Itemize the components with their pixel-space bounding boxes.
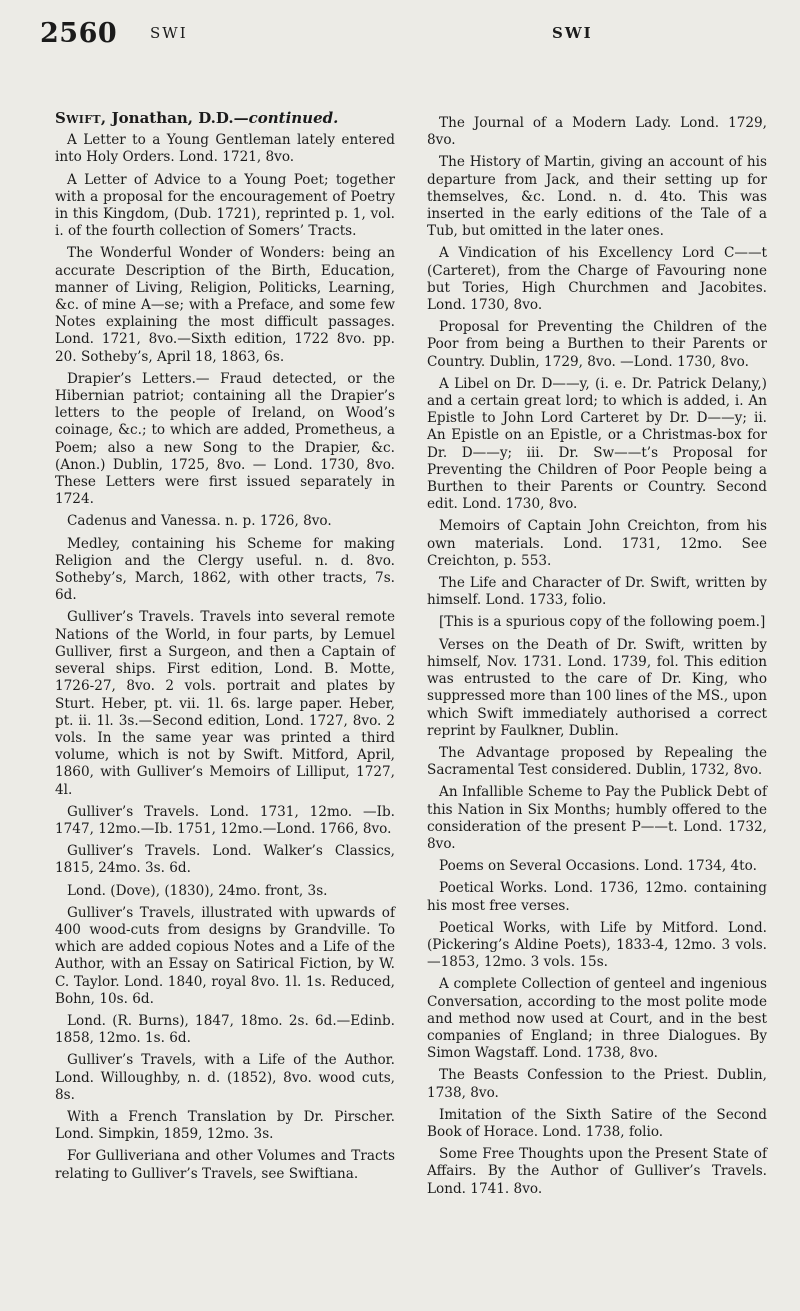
catalog-entry: The Journal of a Modern Lady. Lond. 1729, 8vo. xyxy=(427,115,767,149)
catalog-entry: A complete Collection of genteel and ingenious Conversation, according to the most polite mode and method now used at Court, and in the best companies of England; in three Dialogues. By Simon Wagstaff. Lond. 1738, 8vo. xyxy=(427,976,767,1062)
guide-word-left: SWI xyxy=(150,24,188,42)
catalog-entry: Imitation of the Sixth Satire of the Second Book of Horace. Lond. 1738, folio. xyxy=(427,1106,767,1140)
catalog-entry: Lond. (R. Burns), 1847, 18mo. 2s. 6d.—Edinb. 1858, 12mo. 1s. 6d. xyxy=(55,1012,395,1047)
catalog-entry: The Life and Character of Dr. Swift, written by himself. Lond. 1733, folio. xyxy=(427,575,767,609)
catalog-entry: Gulliver’s Travels. Travels into several remote Nations of the World, in four parts, by Lemuel Gulliver, first a Surgeon, and then a Captain of several ships. First edition, Lond. B. Motte, 1726-27, 8vo. 2 vols. portrait and plates by Sturt. Heber, pt. vii. 1l. 6s. large paper. Heber, pt. ii. 1l. 3s.—Second edition, Lond. 1727, 8vo. 2 vols. In the same year was printed a third volume, which is not by Swift. Mitford, April, 1860, with Gulliver’s Memoirs of Lilliput, 1727, 4l. xyxy=(55,609,395,798)
catalog-entry: Memoirs of Captain John Creichton, from his own materials. Lond. 1731, 12mo. See Creichton, p. 553. xyxy=(427,518,767,569)
continued-label: continued. xyxy=(248,109,339,127)
page-number: 2560 xyxy=(40,18,118,49)
entry-heading xyxy=(55,110,395,127)
catalog-entry: A Vindication of his Excellency Lord C——t (Carteret), from the Charge of Favouring none but Tories, High Churchmen and Jacobites. Lond. 1730, 8vo. xyxy=(427,245,767,314)
catalog-entry: Poems on Several Occasions. Lond. 1734, 4to. xyxy=(439,858,757,875)
left-entries xyxy=(55,132,395,1183)
catalog-entry: Poetical Works. Lond. 1736, 12mo. containing his most free verses. xyxy=(427,880,767,914)
catalog-entry: Verses on the Death of Dr. Swift, written by himself, Nov. 1731. Lond. 1739, fol. This edition was entrusted to the care of Dr. King, who suppressed more than 100 lines of the MS., upon which Swift immediately authorised a correct reprint by Faulkner, Dublin. xyxy=(427,636,767,739)
catalog-entry: Medley, containing his Scheme for making Religion and the Clergy useful. n. d. 8vo. Sotheby’s, March, 1862, with other tracts, 7s. 6d. xyxy=(55,535,395,604)
catalog-entry: Lond. (Dove), (1830), 24mo. front, 3s. xyxy=(67,882,328,899)
catalog-entry: With a French Translation by Dr. Pirscher. Lond. Simpkin, 1859, 12mo. 3s. xyxy=(55,1108,395,1143)
right-entries xyxy=(427,115,767,1198)
catalog-entry: For Gulliveriana and other Volumes and Tracts relating to Gulliver’s Travels, see Swiftiana. xyxy=(55,1148,395,1182)
catalog-entry: The Advantage proposed by Repealing the Sacramental Test considered. Dublin, 1732, 8vo. xyxy=(427,744,767,779)
catalog-entry: Gulliver’s Travels. Lond. 1731, 12mo. —Ib. 1747, 12mo.—Ib. 1751, 12mo.—Lond. 1766, 8vo. xyxy=(55,803,395,837)
catalog-entry: Poetical Works, with Life by Mitford. Lond. (Pickering’s Aldine Poets), 1833-4, 12mo. 3 vols.—1853, 12mo. 3 vols. 15s. xyxy=(427,919,767,971)
catalog-entry: The Beasts Confession to the Priest. Dublin, 1738, 8vo. xyxy=(427,1067,767,1101)
catalog-entry: The History of Martin, giving an account of his departure from Jack, and their setting up for themselves, &c. Lond. n. d. 4to. This was inserted in the early editions of the Tale of a Tub, but omitted in the later ones. xyxy=(427,154,767,240)
author-forename: Jonathan, D.D.— xyxy=(106,109,249,127)
catalog-entry: Gulliver’s Travels, with a Life of the Author. Lond. Willoughby, n. d. (1852), 8vo. wood cuts, 8s. xyxy=(55,1052,395,1103)
catalog-entry: Some Free Thoughts upon the Present State of Affairs. By the Author of Gulliver’s Travels. Lond. 1741. 8vo. xyxy=(427,1146,767,1197)
catalog-entry: A Libel on Dr. D——y, (i. e. Dr. Patrick Delany,) and a certain great lord; to which is added, i. An Epistle to John Lord Carteret by Dr. D——y; ii. An Epistle on an Epistle, or a Christmas-box for Dr. D——y; iii. Dr. Sw——t’s Proposal for Preventing the Children of Poor People being a Burthen to their Parents or Country. Second edit. Lond. 1730, 8vo. xyxy=(427,375,767,513)
guide-word-right: SWI xyxy=(552,24,593,42)
catalog-entry: Cadenus and Vanessa. n. p. 1726, 8vo. xyxy=(67,513,332,530)
right-column xyxy=(427,110,767,1200)
catalog-entry: [This is a spurious copy of the following poem.] xyxy=(439,614,766,631)
running-header xyxy=(40,18,760,58)
catalog-entry: Proposal for Preventing the Children of the Poor from being a Burthen to their Parents or Country. Dublin, 1729, 8vo. —Lond. 1730, 8vo. xyxy=(427,319,767,370)
catalog-entry: The Wonderful Wonder of Wonders: being an accurate Description of the Birth, Education, manner of Living, Religion, Politicks, Learning, &c. of mine A—se; with a Preface, and some few Notes explaining the most difficult passages. Lond. 1721, 8vo.—Sixth edition, 1722 8vo. pp. 20. Sotheby’s, April 18, 1863, 6s. xyxy=(55,245,395,365)
catalog-entry: A Letter of Advice to a Young Poet; together with a proposal for the encouragement of Poetry in this Kingdom, (Dub. 1721), reprinted p. 1, vol. i. of the fourth collection of Somers’ Tracts. xyxy=(55,171,395,240)
author-surname: Swift, xyxy=(55,109,107,127)
left-column xyxy=(55,110,395,1185)
catalog-entry: A Letter to a Young Gentleman lately entered into Holy Orders. Lond. 1721, 8vo. xyxy=(55,132,395,166)
catalog-entry: Drapier’s Letters.— Fraud detected, or the Hibernian patriot; containing all the Drapier’s letters to the people of Ireland, on Wood’s coinage, &c.; to which are added, Prometheus, a Poem; also a new Song to the Drapier, &c. (Anon.) Dublin, 1725, 8vo. — Lond. 1730, 8vo. These Letters were first issued separately in 1724. xyxy=(55,370,395,508)
catalog-entry: Gulliver’s Travels, illustrated with upwards of 400 wood-cuts from designs by Grandville. To which are added copious Notes and a Life of the Author, with an Essay on Satirical Fiction, by W. C. Taylor. Lond. 1840, royal 8vo. 1l. 1s. Reduced, Bohn, 10s. 6d. xyxy=(55,904,395,1007)
catalog-entry: An Infallible Scheme to Pay the Publick Debt of this Nation in Six Months; humbly offered to the consideration of the present P——t. Lond. 1732, 8vo. xyxy=(427,784,767,852)
catalog-entry: Gulliver’s Travels. Lond. Walker’s Classics, 1815, 24mo. 3s. 6d. xyxy=(55,843,395,877)
